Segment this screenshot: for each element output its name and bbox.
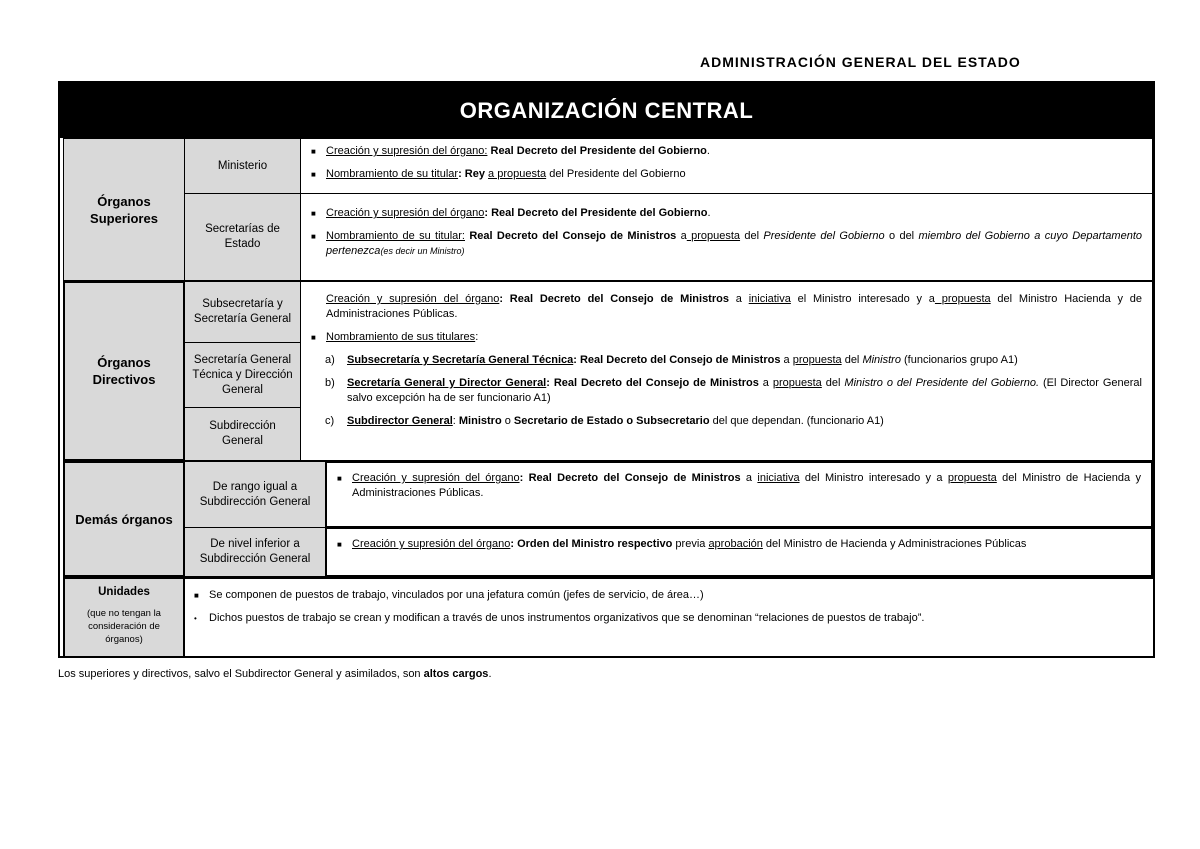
bullet-icon: ■	[311, 209, 316, 218]
ministerio-label: Ministerio	[184, 138, 301, 194]
bullet-icon: ■	[337, 474, 342, 483]
bullet-icon: •	[194, 614, 197, 623]
demas-organos-label: Demás órganos	[63, 461, 185, 577]
directivos-label: Órganos Directivos	[63, 281, 185, 461]
nivel-inferior-label: De nivel inferior a Subdirección General	[184, 527, 326, 577]
organization-table	[58, 81, 1155, 658]
secretarias-label: Secretarías de Estado	[184, 193, 301, 281]
subdireccion-general-label: Subdirección General	[184, 407, 301, 461]
nivel-inferior-description: ■ Creación y supresión del órgano: Orden del Ministro respectivo previa aprobación del Ministro de Hacienda y Administraciones Públicas	[325, 527, 1153, 577]
directivos-description: Creación y supresión del órgano: Real Decreto del Consejo de Ministros a iniciativa el Ministro interesado y a propuesta del Ministro Hacienda y de Administraciones Públicas. ■ Nombramiento de sus titulares: a) Subsecretaría y Secretaría General Técnica: Real Decreto del Consejo de Ministros a propuesta del Ministro (funcionarios grupo A1) b) Secretaría General y Director General: Real Decreto del Consejo de Ministros a propuesta del Ministro o del Presidente del Gobierno. (El Director General salvo excepción ha de ser funcionario A1) c) Subdirector General: Ministro o Secretario de Estado o Subsecretario del que dependan. (funcionario A1)	[300, 281, 1153, 461]
subsecretaria-label: Subsecretaría y Secretaría General	[184, 281, 301, 343]
table-title: ORGANIZACIÓN CENTRAL	[60, 83, 1153, 138]
unidades-description: ■ Se componen de puestos de trabajo, vinculados por una jefatura común (jefes de servicio, de área…) • Dichos puestos de trabajo se crean y modifican a través de unos instrumentos organizativos que se denominan “relaciones de puestos de trabajo”.	[184, 577, 1153, 658]
rango-igual-description: ■ Creación y supresión del órgano: Real Decreto del Consejo de Ministros a iniciativa del Ministro interesado y a propuesta del Ministro de Hacienda y Administraciones Públicas.	[325, 461, 1153, 528]
secretarias-description: ■ Creación y supresión del órgano: Real Decreto del Presidente del Gobierno. ■ Nombramiento de su titular: Real Decreto del Consejo de Ministros a propuesta del Presidente del Gobierno o del miembro del Gobierno a cuyo Departamento pertenezca(es decir un Ministro)	[300, 193, 1153, 281]
bullet-icon: ■	[194, 591, 199, 600]
bullet-icon: ■	[311, 333, 316, 342]
bullet-icon: ■	[311, 170, 316, 179]
secretaria-general-tecnica-label: Secretaría General Técnica y Dirección General	[184, 342, 301, 408]
rango-igual-label: De rango igual a Subdirección General	[184, 461, 326, 528]
ministerio-description: ■ Creación y supresión del órgano: Real Decreto del Presidente del Gobierno. ■ Nombramiento de su titular: Rey a propuesta del Presidente del Gobierno	[300, 138, 1153, 194]
bullet-icon: ■	[337, 540, 342, 549]
superiores-label: Órganos Superiores	[63, 138, 185, 281]
bullet-icon: ■	[311, 232, 316, 241]
footer-note: Los superiores y directivos, salvo el Subdirector General y asimilados, son altos cargos.	[58, 668, 492, 680]
document-header: ADMINISTRACIÓN GENERAL DEL ESTADO	[700, 54, 1021, 70]
bullet-icon: ■	[311, 147, 316, 156]
unidades-label: Unidades (que no tengan la consideración de órganos)	[63, 577, 185, 658]
